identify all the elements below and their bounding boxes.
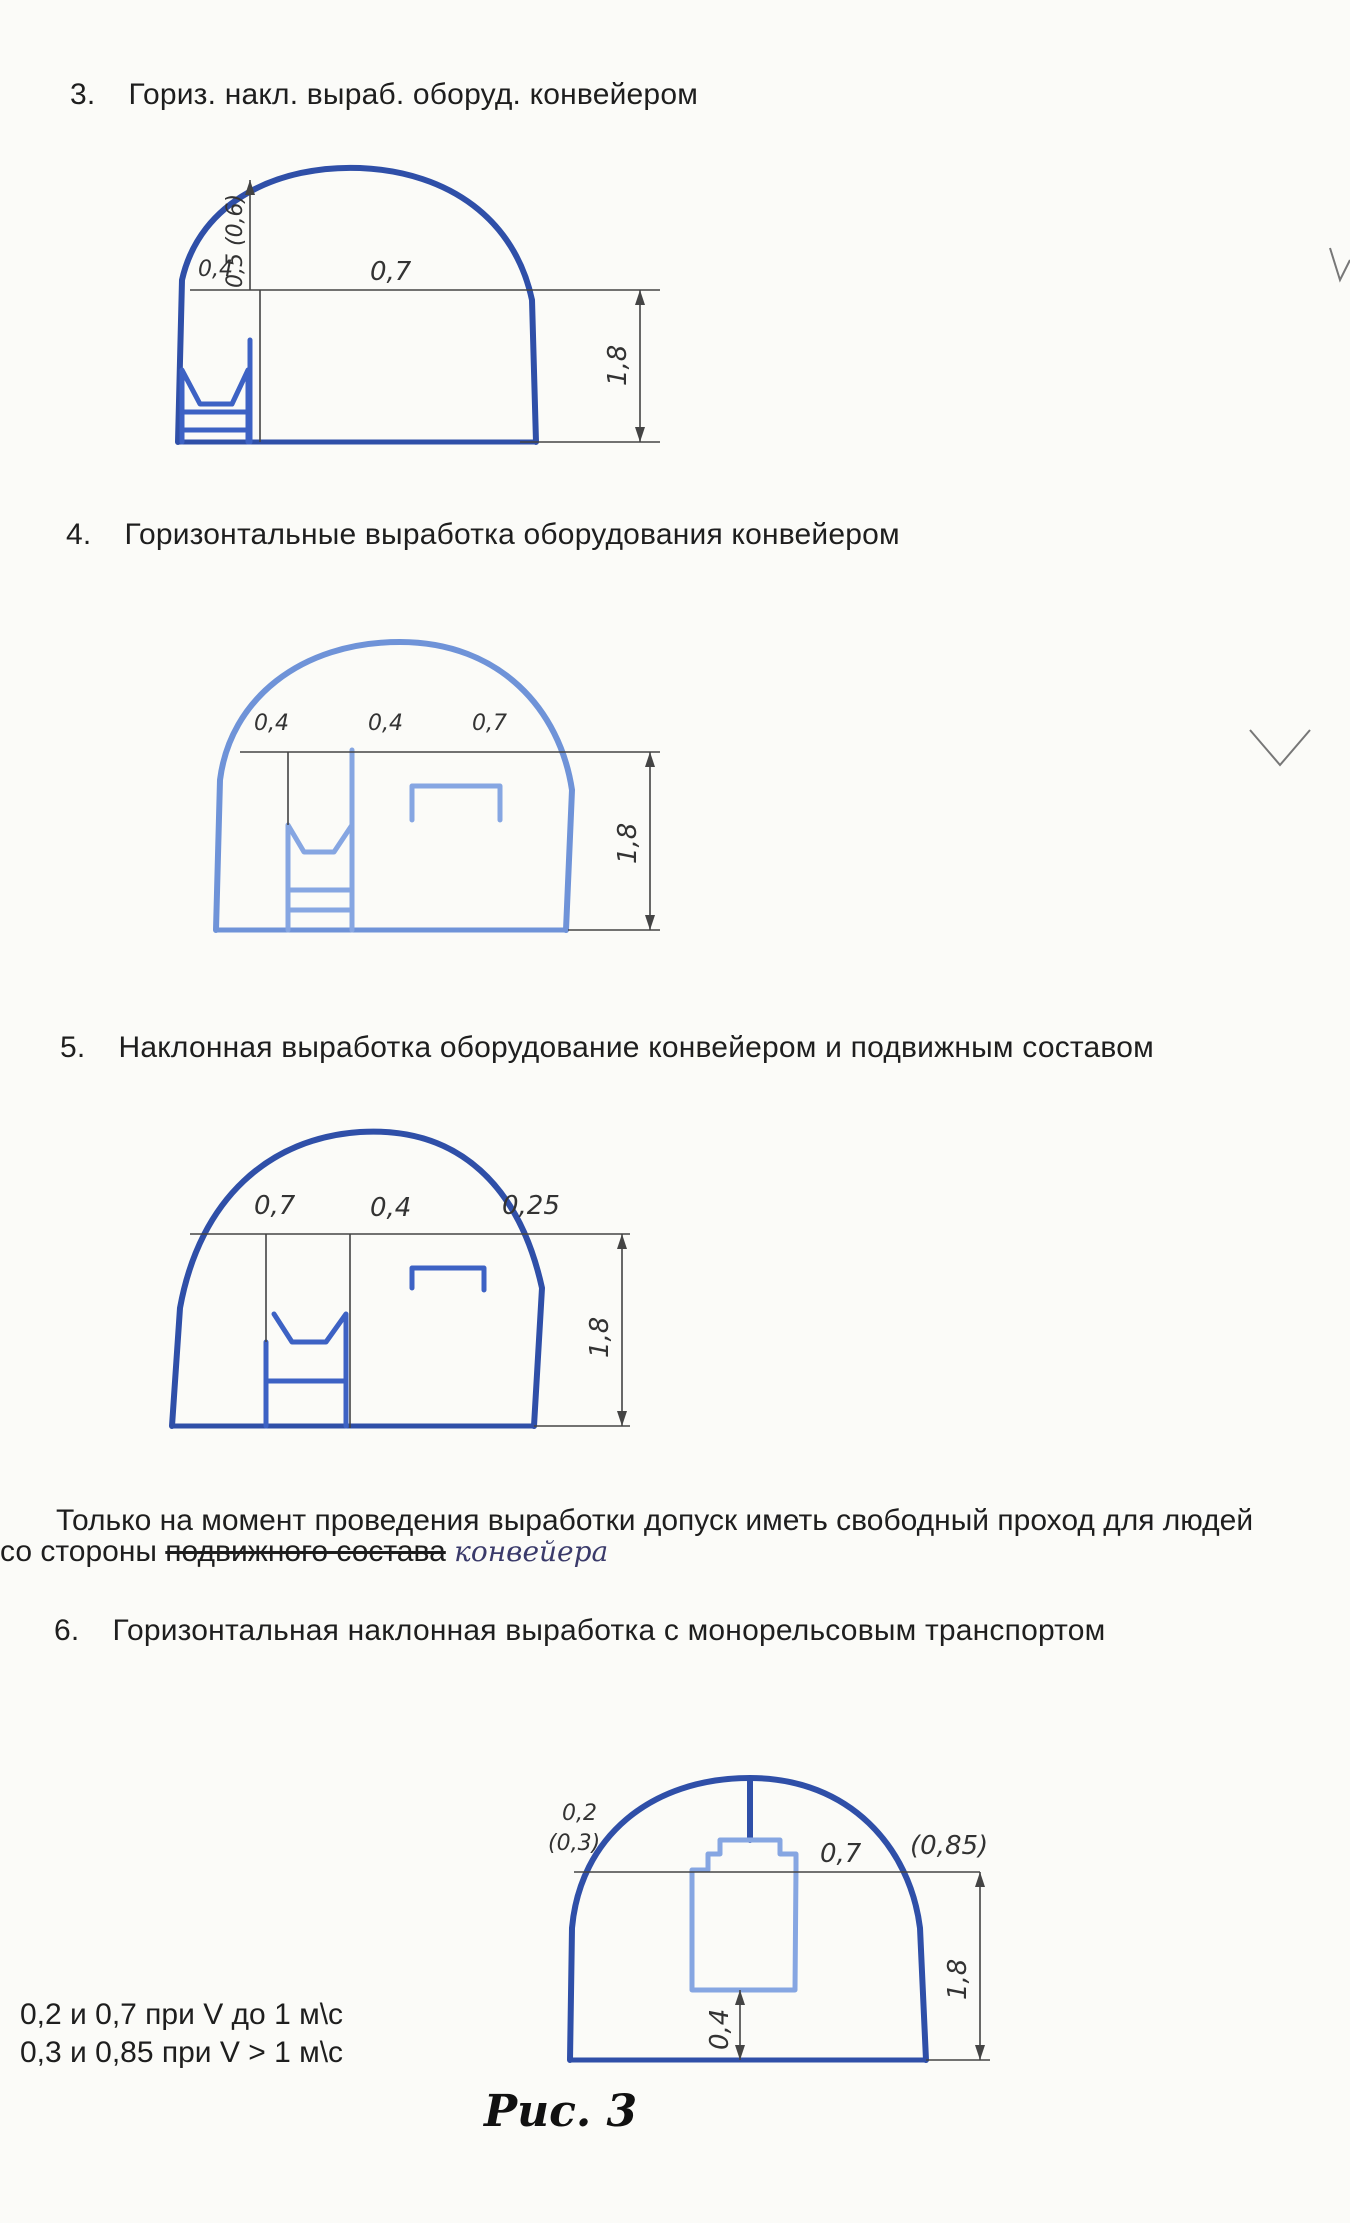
section-3-number: 3. xyxy=(70,78,96,111)
section-4-heading xyxy=(66,518,900,552)
diagram-6-dim-height: 1,8 xyxy=(943,1958,973,2000)
diagram-4-dim-left: 0,4 xyxy=(254,711,289,736)
diagram-5-rolling-stock xyxy=(412,1268,484,1290)
diagram-3-dim-height-top: 0,5 (0,6) xyxy=(223,193,248,288)
diagram-4-conveyor xyxy=(288,825,352,930)
legend-line-1: 0,2 и 0,7 при V до 1 м\с xyxy=(20,1998,344,2031)
check-mark-icon xyxy=(1240,710,1320,790)
section-6-heading xyxy=(54,1614,1106,1648)
section-5-number: 5. xyxy=(60,1031,86,1064)
diagram-6-monorail-car xyxy=(692,1840,796,1990)
diagram-4-dim-height: 1,8 xyxy=(613,822,643,864)
diagram-6-dim-right-alt: (0,85) xyxy=(910,1831,989,1861)
diagram-3-conveyor xyxy=(182,370,248,442)
diagram-4-dim-right: 0,7 xyxy=(472,711,507,736)
diagram-3-dim-left: 0,4 xyxy=(198,257,233,282)
diagram-3-dim-right: 0,7 xyxy=(370,257,412,287)
note-struck-text: подвижного состава xyxy=(165,1535,446,1568)
diagram-5-dim-right: 0,25 xyxy=(502,1191,560,1221)
section-3-heading xyxy=(70,78,698,112)
diagram-3 xyxy=(160,160,860,460)
note-line-1: Только на момент проведения выработки допуск иметь свободный проход для людей xyxy=(56,1504,1254,1537)
diagram-5-conveyor xyxy=(266,1314,346,1426)
diagram-4 xyxy=(200,630,900,930)
note-handwritten-correction: конвейера xyxy=(454,1535,609,1568)
section-5-title: Наклонная выработка оборудование конвейером и подвижным составом xyxy=(118,1031,1154,1064)
section-4-number: 4. xyxy=(66,518,92,551)
diagram-5 xyxy=(170,1118,870,1438)
diagram-6-dim-right: 0,7 xyxy=(820,1839,862,1869)
note-line-2 xyxy=(0,1533,608,1571)
diagram-3-dim-height: 1,8 xyxy=(603,344,633,386)
diagram-5-dim-height: 1,8 xyxy=(585,1316,615,1358)
section-3-title: Гориз. накл. выраб. оборуд. конвейером xyxy=(128,78,699,111)
diagram-4-arch xyxy=(216,642,572,930)
diagram-6-dim-bottom: 0,4 xyxy=(705,2008,735,2050)
note-line-2-prefix: со стороны xyxy=(0,1535,166,1568)
section-6-title: Горизонтальная наклонная выработка с монорельсовым транспортом xyxy=(112,1614,1106,1647)
check-mark-icon xyxy=(1300,240,1350,300)
diagram-4-dim-mid: 0,4 xyxy=(368,711,403,736)
section-5-heading xyxy=(60,1031,1154,1065)
figure-label: Рис. 3 xyxy=(484,2086,638,2137)
diagram-4-rolling-stock xyxy=(412,786,500,820)
section-6-number: 6. xyxy=(54,1614,80,1647)
diagram-6 xyxy=(540,1758,1100,2058)
diagram-6-dim-left-top: 0,2 xyxy=(562,1801,597,1826)
diagram-5-dim-mid: 0,4 xyxy=(370,1193,412,1223)
legend-line-2: 0,3 и 0,85 при V > 1 м\с xyxy=(20,2036,344,2069)
section-4-title: Горизонтальные выработка оборудования конвейером xyxy=(124,518,900,551)
diagram-5-dim-left: 0,7 xyxy=(254,1191,296,1221)
diagram-6-dim-left-bottom: (0,3) xyxy=(548,1831,601,1856)
